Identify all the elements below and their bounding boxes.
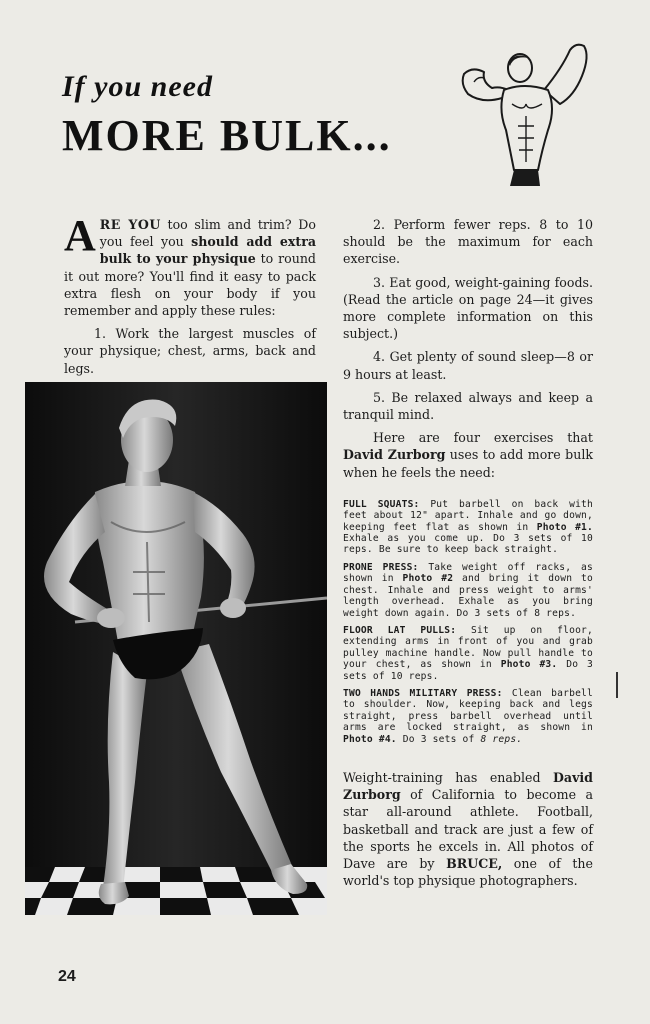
exercises-intro-text-1: Here are four exercises that [373,430,593,446]
headline-line-1: If you need [62,70,213,103]
bodybuilder-photo [25,382,327,915]
photographer-credit: BRUCE, [446,855,503,871]
exercise-reps: 8 reps. [480,733,523,745]
exercise-text: Do 3 sets of 10 reps. [343,659,593,682]
exercises-intro [343,429,593,481]
exercise-text: Clean barbell to shoulder. Now, keeping back and legs straight, press barbell overhead until arms are locked straight, as shown in [343,687,593,734]
photo-reference: Photo #1. [536,521,593,533]
photo-reference: Photo #4. [343,733,397,745]
headline-line-2: MORE BULK... [62,111,392,160]
rule-2: 2. Perform fewer reps. 8 to 10 should be the maximum for each exercise. [343,217,593,267]
photo-reference: Photo #3. [500,659,558,671]
closing-athlete-name: David Zurborg [343,769,593,803]
exercise-name: TWO HANDS MILITARY PRESS: [343,687,503,699]
exercise-full-squats [343,499,593,556]
intro-bold-phrase: should add extra bulk to your physique [99,234,316,267]
exercise-text: and bring it down to chest. Inhale and press weight to arms' length overhead. Exhale as you bring weight down again. Do 3 sets of 8 reps. [343,573,593,619]
posing-athlete-image [25,382,327,915]
closing-text-3: one of the world's top physique photographers. [343,855,594,889]
exercise-text: Take weight off racks, as shown in [343,561,593,585]
margin-mark [616,672,618,698]
intro-text-2: to round it out more? You'll find it easy to pack extra flesh on your body if you remember and apply these rules: [64,251,316,319]
closing-text-1: Weight-training has enabled [343,769,553,785]
exercise-name: FULL SQUATS: [343,498,420,510]
athlete-name: David Zurborg [343,447,446,463]
exercise-text: Do 3 sets of [396,733,481,745]
rule-3: 3. Eat good, weight-gaining foods. (Read the article on page 24—it gives more complete information on this subject.) [343,274,593,342]
exercise-name: FLOOR LAT PULLS: [343,624,457,636]
exercises-intro-text-2: uses to add more bulk when he feels the need: [343,447,593,480]
rule-4: 4. Get plenty of sound sleep—8 or 9 hours at least. [343,349,593,382]
left-column [64,211,316,377]
intro-paragraph [64,211,316,319]
photo-reference: Photo #2 [402,573,454,585]
right-column [343,216,593,889]
closing-text-2: of California to become a star all-around athlete. Football, basketball and track are just a few of the sports he excels in. All photos of Dave are by [343,787,593,871]
page-number: 24 [58,968,76,985]
exercise-text: Put barbell on back with feet about 12" apart. Inhale and go down, keeping feet flat as shown in [343,498,593,533]
intro-lead-in: RE YOU [99,217,161,232]
drop-cap: A [64,211,96,260]
exercise-military-press [343,688,593,745]
rule-5: 5. Be relaxed always and keep a tranquil mind. [343,389,593,423]
flexing-bodybuilder-illustration [452,38,602,188]
intro-text-1: too slim and trim? Do you feel you [99,217,316,250]
exercise-name: PRONE PRESS: [343,561,419,573]
exercise-prone-press [343,562,593,619]
exercise-text: Sit up on floor, extending arms in front of you and grab pulley machine handle. Now pull handle to your chest, as shown in [343,624,593,671]
rule-1: 1. Work the largest muscles of your physique; chest, arms, back and legs. [64,326,316,376]
exercise-text: Exhale as you come up. Do 3 sets of 10 reps. Be sure to keep back straight. [343,533,593,556]
closing-paragraph [343,769,593,889]
exercise-floor-lat-pulls [343,625,593,682]
